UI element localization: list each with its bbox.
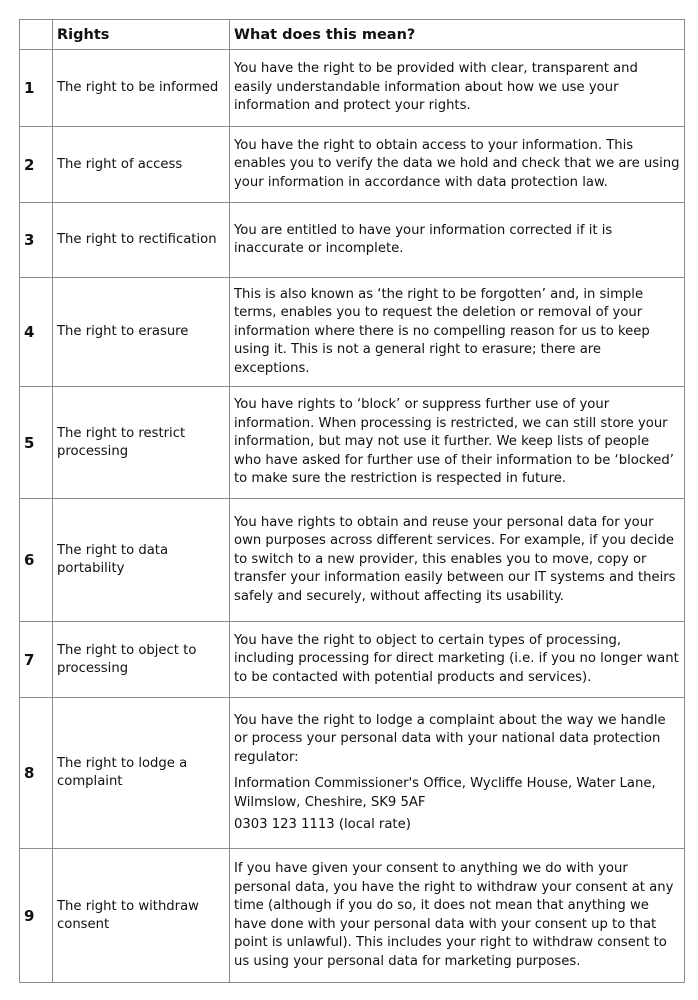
- right-name: The right to be informed: [53, 50, 230, 127]
- meaning-text: If you have given your consent to anything we do with your personal data, you have the right to withdraw your consent at any time (although if you do so, it does not mean that anything we have done with your personal data with your consent up to that point is unlawful). This includes your right to withdraw consent to us using your personal data for marketing purposes.: [234, 861, 674, 969]
- table-row: [20, 849, 685, 983]
- meaning-text: You have rights to ‘block’ or suppress further use of your information. When processing is restricted, we can still store your information, but may not use it further. We keep lists of people who have asked for further use of their information to be ‘blocked’ to make sure the restriction is respected in future.: [234, 397, 674, 487]
- right-name: The right to object to processing: [53, 622, 230, 698]
- header-rights: Rights: [53, 20, 230, 50]
- right-name: The right to restrict processing: [53, 387, 230, 499]
- regulator-address: Information Commissioner's Office, Wycliffe House, Water Lane, Wilmslow, Cheshire, SK9 5AF: [234, 776, 656, 810]
- right-meaning: [230, 698, 685, 849]
- meaning-text: You are entitled to have your information corrected if it is inaccurate or incomplete.: [234, 222, 613, 256]
- table-row: [20, 127, 685, 203]
- row-number: 3: [20, 203, 53, 278]
- rights-table: [19, 19, 685, 983]
- right-meaning: [230, 203, 685, 278]
- right-name: The right to lodge a complaint: [53, 698, 230, 849]
- right-meaning: [230, 849, 685, 983]
- row-number: 1: [20, 50, 53, 127]
- meaning-text: You have the right to lodge a complaint about the way we handle or process your personal data with your national data protection regulator:: [234, 712, 666, 765]
- meaning-text: This is also known as ‘the right to be forgotten’ and, in simple terms, enables you to request the deletion or removal of your information where there is no compelling reason for us to keep using it. This is not a general right to erasure; there are exceptions.: [234, 286, 650, 376]
- right-name: The right of access: [53, 127, 230, 203]
- right-meaning: [230, 499, 685, 622]
- row-number: 6: [20, 499, 53, 622]
- meaning-text: You have rights to obtain and reuse your personal data for your own purposes across different services. For example, if you decide to switch to a new provider, this enables you to move, copy or transfer your information easily between our IT systems and theirs safely and securely, without affecting its usability.: [234, 514, 676, 604]
- right-name: The right to rectification: [53, 203, 230, 278]
- table-row: [20, 387, 685, 499]
- right-meaning: [230, 387, 685, 499]
- right-name: The right to data portability: [53, 499, 230, 622]
- right-meaning: [230, 278, 685, 387]
- table-row: [20, 698, 685, 849]
- right-name: The right to withdraw consent: [53, 849, 230, 983]
- table-header-row: [20, 20, 685, 50]
- regulator-phone: 0303 123 1113 (local rate): [234, 817, 411, 832]
- row-number: 4: [20, 278, 53, 387]
- meaning-text: You have the right to object to certain types of processing, including processing for direct marketing (i.e. if you no longer want to be contacted with potential products and services).: [234, 632, 679, 685]
- meaning-text: You have the right to be provided with clear, transparent and easily understandable information about how we use your information and protect your rights.: [234, 61, 638, 114]
- row-number: 9: [20, 849, 53, 983]
- header-meaning: What does this mean?: [230, 20, 685, 50]
- right-meaning: [230, 622, 685, 698]
- row-number: 5: [20, 387, 53, 499]
- table-row: [20, 622, 685, 698]
- meaning-text: You have the right to obtain access to your information. This enables you to verify the data we hold and check that we are using your information in accordance with data protection law.: [234, 137, 680, 190]
- header-number: [20, 20, 53, 50]
- right-name: The right to erasure: [53, 278, 230, 387]
- table-row: [20, 203, 685, 278]
- right-meaning: [230, 127, 685, 203]
- right-meaning: [230, 50, 685, 127]
- table-row: [20, 50, 685, 127]
- table-row: [20, 499, 685, 622]
- row-number: 2: [20, 127, 53, 203]
- table-row: [20, 278, 685, 387]
- row-number: 7: [20, 622, 53, 698]
- row-number: 8: [20, 698, 53, 849]
